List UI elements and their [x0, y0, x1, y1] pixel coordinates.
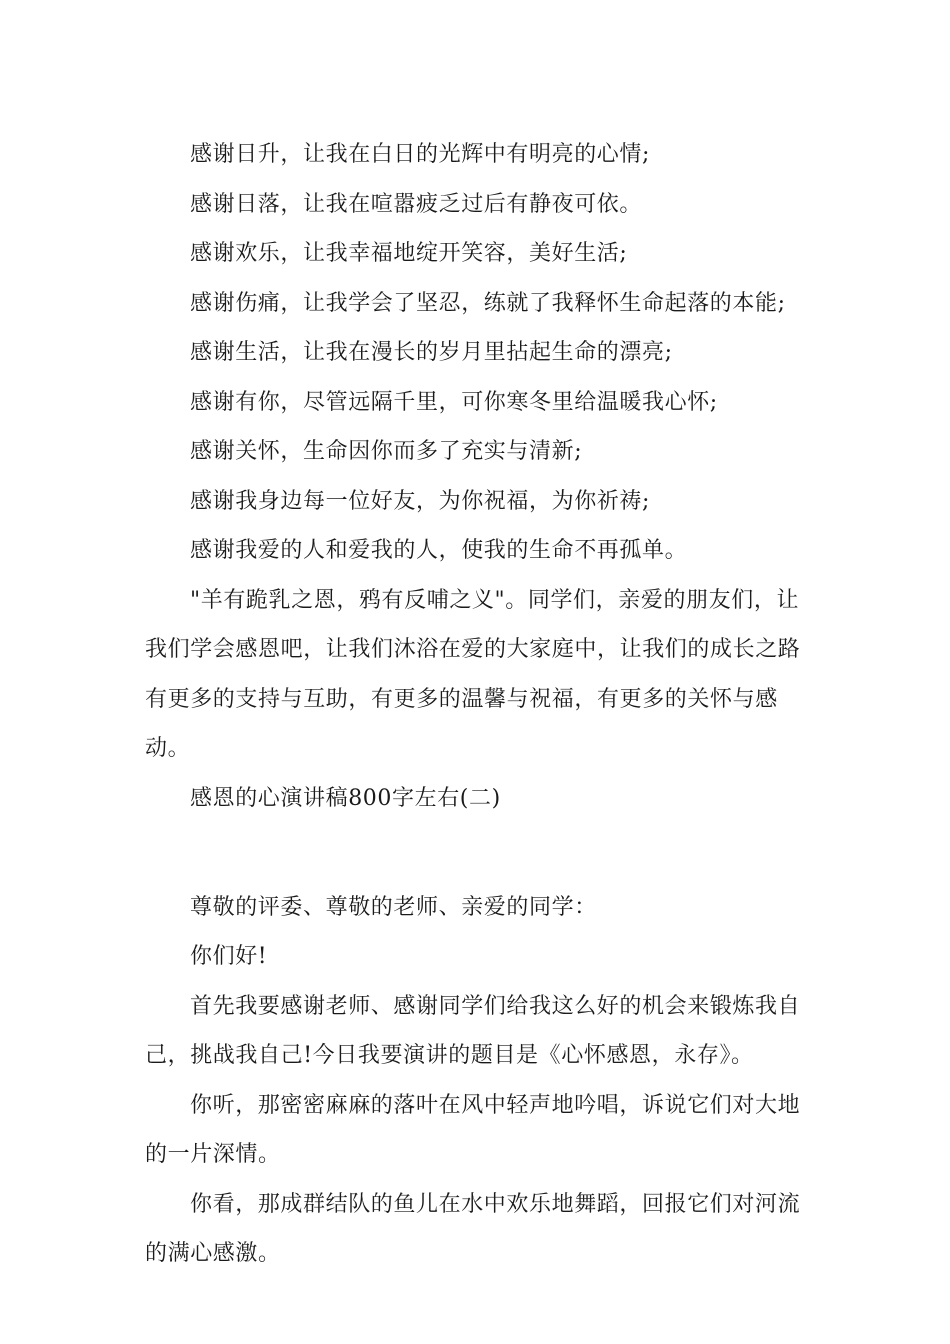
- paragraph: 感谢有你，尽管远隔千里，可你寒冬里给温暖我心怀;: [190, 389, 718, 415]
- paragraph: 感谢我身边每一位好友，为你祝福，为你祈祷;: [190, 488, 651, 514]
- paragraph: 感谢我爱的人和爱我的人，使我的生命不再孤单。: [190, 538, 688, 563]
- paragraph: 首先我要感谢老师、感谢同学们给我这么好的机会来锻炼我自己，挑战我自己!今日我要演讲的题目是《心怀感恩，永存》。: [145, 993, 801, 1068]
- greeting: 你们好!: [190, 944, 268, 969]
- paragraph: "羊有跪乳之恩，鸦有反哺之义"。同学们，亲爱的朋友们，让我们学会感恩吧，让我们沐浴在爱的大家庭中，让我们的成长之路有更多的支持与互助，有更多的温馨与祝福，有更多的关怀与感动。: [145, 587, 801, 761]
- paragraph: 感谢伤痛，让我学会了坚忍，练就了我释怀生命起落的本能;: [190, 290, 786, 316]
- document-body: [145, 130, 810, 1279]
- paragraph: 感谢日升，让我在白日的光辉中有明亮的心情;: [190, 142, 651, 167]
- salutation: 尊敬的评委、尊敬的老师、亲爱的同学：: [190, 894, 597, 920]
- paragraph: 感谢欢乐，让我幸福地绽开笑容，美好生活;: [190, 241, 628, 266]
- paragraph: 你看，那成群结队的鱼儿在水中欢乐地舞蹈，回报它们对河流的满心感激。: [145, 1191, 801, 1266]
- paragraph: 你听，那密密麻麻的落叶在风中轻声地吟唱，诉说它们对大地的一片深情。: [145, 1092, 801, 1167]
- paragraph: 感谢日落，让我在喧嚣疲乏过后有静夜可依。: [190, 191, 643, 217]
- blank-line: [145, 823, 810, 873]
- paragraph: 感谢生活，让我在漫长的岁月里拈起生命的漂亮;: [190, 340, 673, 365]
- section-heading: 感恩的心演讲稿800字左右(二): [190, 785, 501, 811]
- blank-gap: [145, 873, 810, 883]
- paragraph: 感谢关怀，生命因你而多了充实与清新;: [190, 439, 583, 464]
